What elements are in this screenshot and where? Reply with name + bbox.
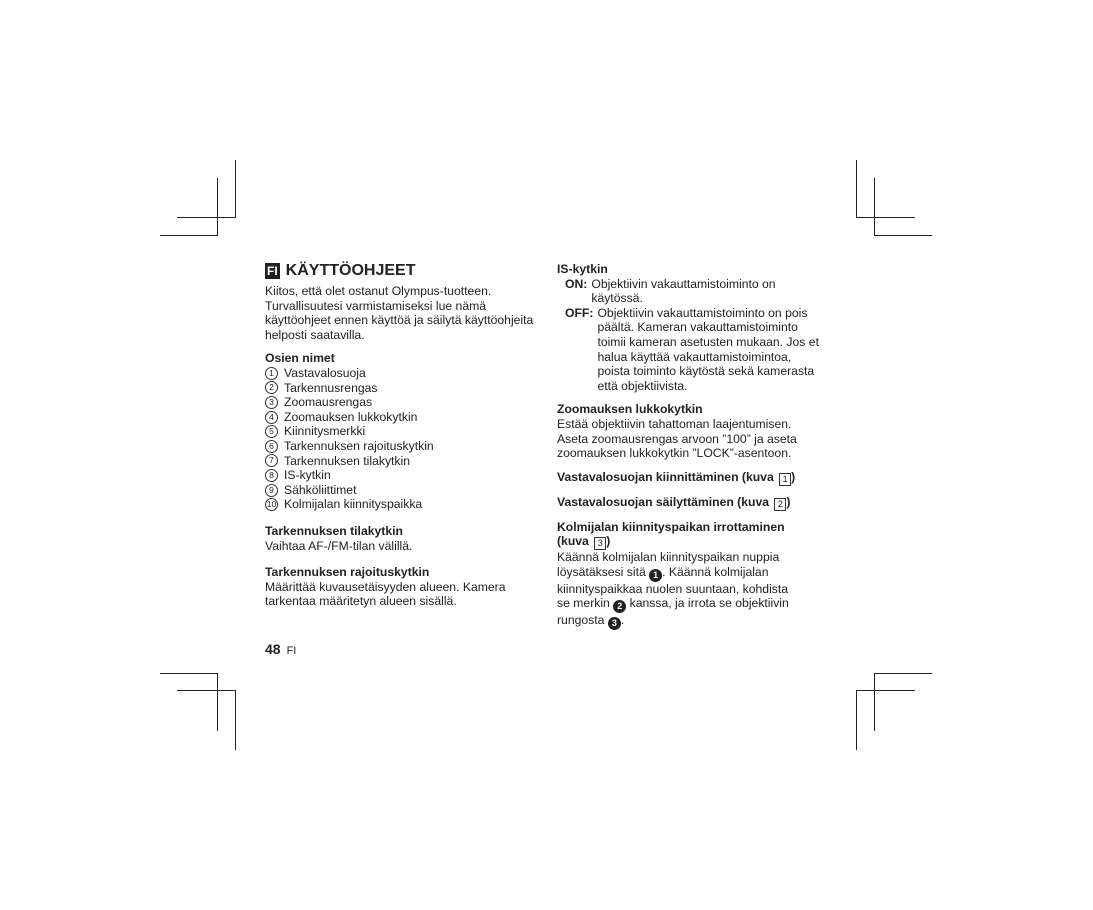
figure-ref: 3 <box>594 537 606 550</box>
zoom-lock-heading: Zoomauksen lukkokytkin <box>557 402 703 417</box>
is-off-text: Objektiivin vakauttamistoiminto on pois päältä. Kameran vakauttamistoiminto toimii kameran asetusten mukaan. Jos et halua käyttää vakauttamistoimintoa, poista toiminto käytöstä sekä kamerasta että objektiivista. <box>597 305 819 393</box>
heading-text: Vastavalosuojan säilyttäminen (kuva <box>557 494 770 509</box>
crop-mark <box>217 178 218 236</box>
parts-list <box>265 366 535 512</box>
list-item <box>265 410 535 425</box>
crop-mark <box>874 235 932 236</box>
number-badge: 1 <box>265 367 278 380</box>
part-label: IS-kytkin <box>284 468 331 483</box>
is-off-row <box>557 306 857 394</box>
list-item <box>265 439 535 454</box>
page-title: KÄYTTÖOHJEET <box>285 262 416 279</box>
crop-mark <box>160 235 218 236</box>
number-badge: 6 <box>265 440 278 453</box>
part-label: Kolmijalan kiinnityspaikka <box>284 497 423 512</box>
focus-mode-text: Vaihtaa AF-/FM-tilan välillä. <box>265 538 413 553</box>
number-badge: 2 <box>265 381 278 394</box>
parts-heading: Osien nimet <box>265 351 335 366</box>
figure-ref: 1 <box>779 473 791 486</box>
list-item <box>265 483 535 498</box>
focus-limit-heading: Tarkennuksen rajoituskytkin <box>265 565 430 580</box>
tripod-text-part: kanssa, ja irrota se objektiivin rungosta <box>557 596 789 628</box>
heading-text: Vastavalosuojan kiinnittäminen (kuva <box>557 469 774 484</box>
heading-text: Kolmijalan kiinnityspaikan irrottaminen (kuva <box>557 519 785 549</box>
list-item <box>265 497 535 512</box>
list-item <box>265 454 535 469</box>
tripod-text <box>557 550 799 630</box>
part-label: Tarkennuksen rajoituskytkin <box>284 438 434 453</box>
focus-mode-heading: Tarkennuksen tilakytkin <box>265 523 403 538</box>
number-badge: 5 <box>265 425 278 438</box>
page-number: 48 <box>265 641 281 657</box>
is-on-row <box>557 277 857 306</box>
number-badge: 10 <box>266 499 277 510</box>
hood-attach-heading <box>557 470 857 486</box>
crop-mark <box>235 690 236 750</box>
is-off-label: OFF: <box>565 305 594 320</box>
part-label: Zoomauksen lukkokytkin <box>284 409 418 424</box>
number-badge: 9 <box>265 484 278 497</box>
hood-store-heading <box>557 495 857 511</box>
is-on-label: ON: <box>565 276 588 291</box>
crop-mark <box>874 178 875 236</box>
list-item <box>265 366 535 381</box>
is-on-text: Objektiivin vakauttamistoiminto on käytössä. <box>591 276 776 306</box>
is-switch-heading: IS-kytkin <box>557 262 608 276</box>
tripod-heading <box>557 520 797 551</box>
heading-close: ) <box>791 469 796 484</box>
footer-lang: FI <box>286 645 297 657</box>
crop-mark <box>874 673 932 674</box>
tripod-text-part: . <box>620 613 625 628</box>
crop-mark <box>177 690 236 691</box>
list-item <box>265 424 535 439</box>
crop-mark <box>235 160 236 217</box>
crop-mark <box>856 160 857 217</box>
part-label: Zoomausrengas <box>284 395 373 410</box>
page-footer <box>265 641 296 657</box>
left-column <box>265 262 535 609</box>
right-column <box>557 262 857 630</box>
heading-close: ) <box>786 494 791 509</box>
step-marker: 1 <box>649 569 662 582</box>
figure-ref: 2 <box>774 498 786 511</box>
list-item <box>265 395 535 410</box>
part-label: Sähköliittimet <box>284 482 357 497</box>
tripod-text-part: . Käännä kolmijalan kiinnityspaikkaa nuolen suuntaan, kohdista se merkin <box>557 564 789 611</box>
number-badge: 8 <box>265 469 278 482</box>
focus-limit-text: Määrittää kuvausetäisyyden alueen. Kamera tarkentaa määritetyn alueen sisällä. <box>265 579 506 609</box>
step-marker: 2 <box>613 600 626 613</box>
heading-close: ) <box>606 534 611 549</box>
part-label: Tarkennusrengas <box>284 380 378 395</box>
title-row <box>265 262 535 280</box>
number-badge: 3 <box>265 396 278 409</box>
step-marker: 3 <box>608 617 621 630</box>
crop-mark <box>856 690 857 750</box>
zoom-lock-text: Estää objektiivin tahattoman laajentumisen. Aseta zoomausrengas arvoon ”100” ja aseta zoomauksen lukkokytkin ”LOCK”-asentoon. <box>557 416 797 461</box>
part-label: Vastavalosuoja <box>284 365 366 380</box>
tripod-text-part: Käännä kolmijalan kiinnityspaikan nuppia löysätäksesi sitä <box>557 550 780 579</box>
number-badge: 7 <box>265 454 278 467</box>
part-label: Tarkennuksen tilakytkin <box>284 453 410 468</box>
crop-mark <box>217 673 218 731</box>
crop-mark <box>177 217 236 218</box>
number-badge: 4 <box>265 411 278 424</box>
crop-mark <box>856 690 915 691</box>
intro-text: Kiitos, että olet ostanut Olympus-tuotteen. Turvallisuutesi varmistamiseksi lue nämä käyttöohjeet ennen käyttöä ja säilytä käyttöohjeita helposti saatavilla. <box>265 284 534 342</box>
crop-mark <box>856 217 915 218</box>
list-item <box>265 381 535 396</box>
crop-mark <box>160 673 218 674</box>
language-badge: FI <box>267 264 278 278</box>
list-item <box>265 468 535 483</box>
part-label: Kiinnitysmerkki <box>284 424 366 439</box>
crop-mark <box>874 673 875 731</box>
